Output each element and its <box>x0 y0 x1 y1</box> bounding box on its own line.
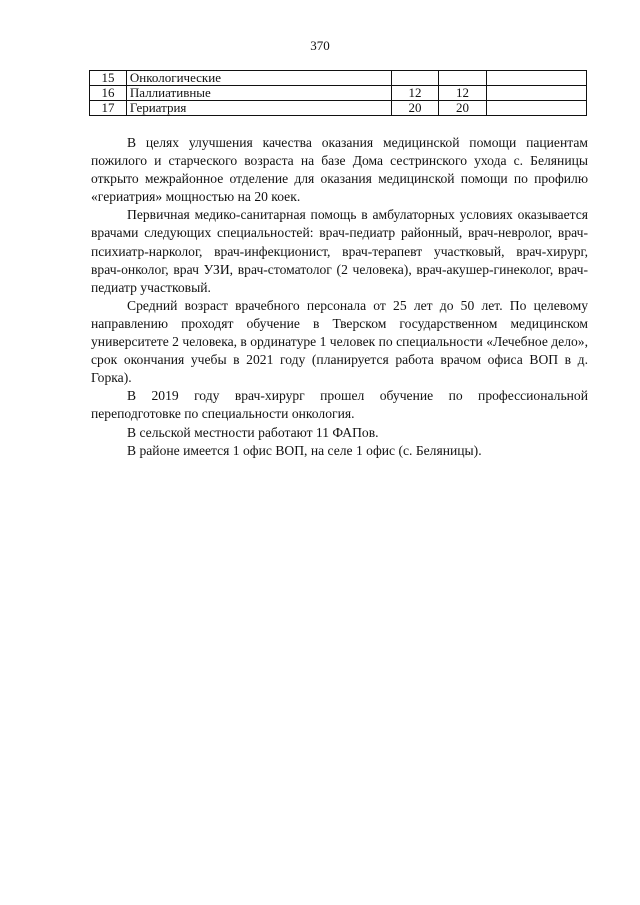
paragraph-primary-care: Первичная медико-санитарная помощь в амбулаторных условиях оказывается врачами следующих специальностей: врач-педиатр районный, врач-невролог, врач-психиатр-нарколог, врач-инфекционист, врач-терапевт участковый, врач-хирург, врач-онколог, врач УЗИ, врач-стоматолог (2 человека), врач-акушер-гинеколог, врач-педиатр участковый. <box>91 207 588 295</box>
page-number: 370 <box>310 38 330 53</box>
row-value-3 <box>486 71 586 86</box>
row-profile-name: Онкологические <box>126 71 391 86</box>
row-value-3 <box>486 86 586 101</box>
row-number: 17 <box>90 101 127 116</box>
row-value-2: 20 <box>439 101 486 116</box>
row-number: 15 <box>90 71 127 86</box>
paragraph-staff-age: Средний возраст врачебного персонала от 25 лет до 50 лет. По целевому направлению проходят обучение в Тверском государственном медицинском университете 2 человека, в ординатуре 1 человек по специальности «Лечебное дело», срок окончания учебы в 2021 году (планируется работа врачом офиса ВОП в д. Горка). <box>91 297 588 386</box>
paragraph-geriatrics: В целях улучшения качества оказания медицинской помощи пациентам пожилого и старческого возраста на базе Дома сестринского ухода с. Беляницы открыто межрайонное отделение для оказания медицинской помощи по профилю «гериатрия» мощностью на 20 коек. <box>91 135 588 205</box>
paragraph-vop-office: В районе имеется 1 офис ВОП, на селе 1 офис (с. Беляницы). <box>127 442 482 458</box>
table-row <box>90 86 587 101</box>
row-value-1 <box>391 71 438 86</box>
body-text <box>91 134 588 460</box>
row-value-2 <box>439 71 486 86</box>
beds-table <box>89 70 587 116</box>
row-profile-name: Гериатрия <box>126 101 391 116</box>
row-number: 16 <box>90 86 127 101</box>
row-value-2: 12 <box>439 86 486 101</box>
row-value-3 <box>486 101 586 116</box>
paragraph-fap: В сельской местности работают 11 ФАПов. <box>127 424 379 440</box>
row-profile-name: Паллиативные <box>126 86 391 101</box>
row-value-1: 20 <box>391 101 438 116</box>
row-value-1: 12 <box>391 86 438 101</box>
paragraph-retraining: В 2019 году врач-хирург прошел обучение по профессиональной переподготовке по специальности онкология. <box>91 388 588 422</box>
table-row <box>90 101 587 116</box>
table-row <box>90 71 587 86</box>
